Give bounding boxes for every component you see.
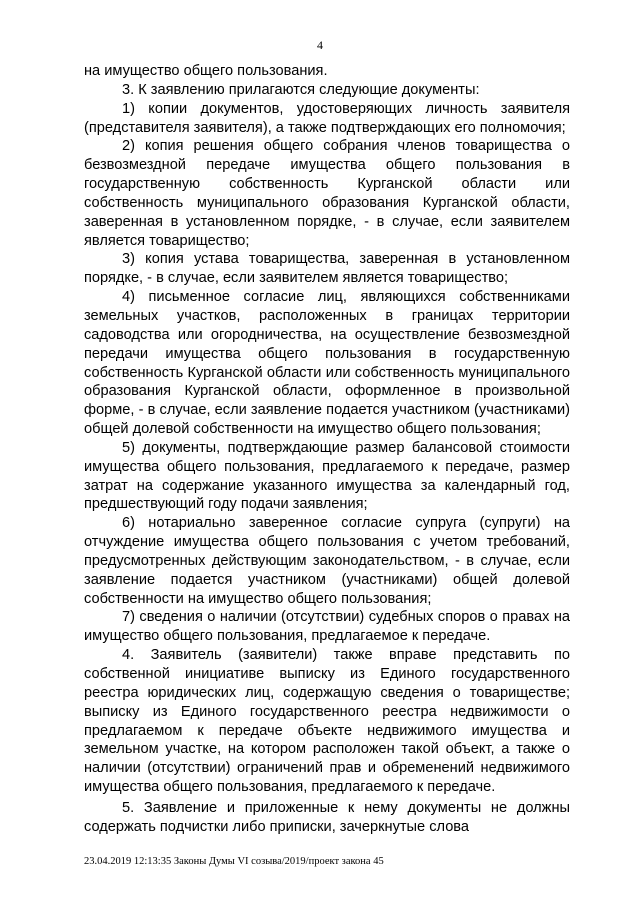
document-footer: 23.04.2019 12:13:35 Законы Думы VI созыва/2019/проект закона 45 [84, 856, 384, 867]
paragraph-item-3: 3) копия устава товарищества, заверенная в установленном порядке, - в случае, если заявителем является товарищество; [84, 251, 570, 287]
paragraph-clause-5: 5. Заявление и приложенные к нему документы не должны содержать подчистки либо приписки, зачеркнутые слова [84, 799, 570, 835]
page-number: 4 [317, 38, 323, 52]
paragraph-item-6: 6) нотариально заверенное согласие супруга (супруги) на отчуждение имущества общего пользования с учетом требований, предусмотренных действующим законодательством, - в случае, если заявление подается участником (участниками) общей долевой собственности на имущество общего пользования; [84, 515, 570, 607]
paragraph-item-1: 1) копии документов, удостоверяющих личность заявителя (представителя заявителя), а также подтверждающих его полномочия; [84, 100, 570, 136]
document-body [84, 62, 570, 837]
paragraph-item-5: 5) документы, подтверждающие размер балансовой стоимости имущества общего пользования, предлагаемого к передаче, размер затрат на содержание указанного имущества за календарный год, предшествующий году подачи заявления; [84, 439, 570, 513]
paragraph-clause-3: 3. К заявлению прилагаются следующие документы: [122, 81, 480, 98]
paragraph-item-7: 7) сведения о наличии (отсутствии) судебных споров о правах на имущество общего пользования, предлагаемое к передаче. [84, 609, 570, 645]
paragraph-item-2: 2) копия решения общего собрания членов товарищества о безвозмездной передаче имущества общего пользования в государственную собственность Курганской области или собственность муниципального образования Курганской области, заверенная в установленном порядке, - в случае, если заявителем является товарищество; [84, 138, 570, 249]
paragraph-clause-4: 4. Заявитель (заявители) также вправе представить по собственной инициативе выписку из Единого государственного реестра юридических лиц, содержащую сведения о товариществе; выписку из Единого государственного реестра недвижимости о предлагаемом к передаче объекте недвижимого имущества и земельном участке, на котором расположен такой объект, а также о наличии (отсутствии) ограничений прав и обременений недвижимого имущества общего пользования, предлагаемого к передаче. [84, 647, 570, 796]
paragraph-continuation: на имущество общего пользования. [84, 63, 328, 79]
paragraph-item-4: 4) письменное согласие лиц, являющихся собственниками земельных участков, расположенных в границах территории садоводства или огородничества, на осуществление безвозмездной передачи имущества общего пользования в государственную собственность Курганской области или собственность муниципального образования Курганской области, оформленное в произвольной форме, - в случае, если заявление подается участником (участниками) общей долевой собственности на имущество общего пользования; [84, 289, 570, 438]
